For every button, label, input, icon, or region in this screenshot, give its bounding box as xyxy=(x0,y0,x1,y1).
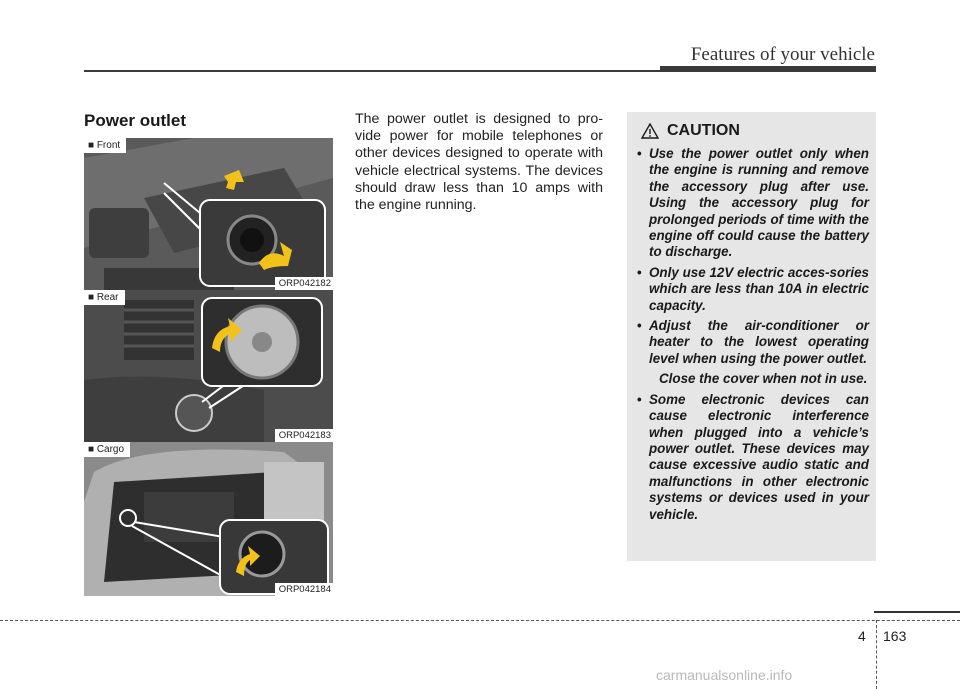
caution-item: • Only use 12V electric acces-sories which are less than 10A in electric capacity. xyxy=(635,265,869,314)
photo-code-rear: ORP042183 xyxy=(275,429,333,442)
caution-box xyxy=(627,112,876,561)
header-rule-accent xyxy=(660,66,876,72)
photo-code-cargo: ORP042184 xyxy=(275,583,333,596)
caution-item: • Some electronic devices can cause electronic interference when plugged into a vehicle’s power outlet. These devices may cause excessive audio static and malfunctions in other electronic systems or devices used in your vehicle. xyxy=(635,392,869,523)
photo-cargo xyxy=(84,442,333,596)
footer-rule-accent xyxy=(874,611,960,613)
photo-label-front: ■ Front xyxy=(84,138,126,153)
caution-item: • Adjust the air-conditioner or heater to the lowest operating level when using the power outlet. xyxy=(635,318,869,367)
photo-label-rear: ■ Rear xyxy=(84,290,125,305)
caution-item: • Use the power outlet only when the engine is running and remove the accessory plug after use. Using the accessory plug for prolonged periods of time with the engine off could cause the battery to discharge. xyxy=(635,146,869,261)
header-title: Features of your vehicle xyxy=(690,44,875,65)
caution-heading xyxy=(641,122,740,140)
photo-rear xyxy=(84,290,333,442)
footer-rule xyxy=(0,620,960,621)
caution-list xyxy=(635,146,869,527)
section-body-text: The power outlet is designed to pro-vide power for mobile telephones or other devices designed to operate with vehicle electrical systems. The devices should draw less than 10 amps with the engine running. xyxy=(355,111,603,214)
chapter-number: 4 xyxy=(858,628,866,644)
caution-item: Close the cover when not in use. xyxy=(659,371,868,387)
warning-triangle-icon xyxy=(641,123,659,139)
caution-title: CAUTION xyxy=(667,122,740,139)
photo-label-cargo: ■ Cargo xyxy=(84,442,130,457)
page-number: 163 xyxy=(883,628,907,644)
photo-front xyxy=(84,138,333,290)
section-title: Power outlet xyxy=(84,111,187,130)
footer-divider xyxy=(876,620,877,689)
watermark: carmanualsonline.info xyxy=(656,667,793,683)
photo-code-front: ORP042182 xyxy=(275,277,333,290)
